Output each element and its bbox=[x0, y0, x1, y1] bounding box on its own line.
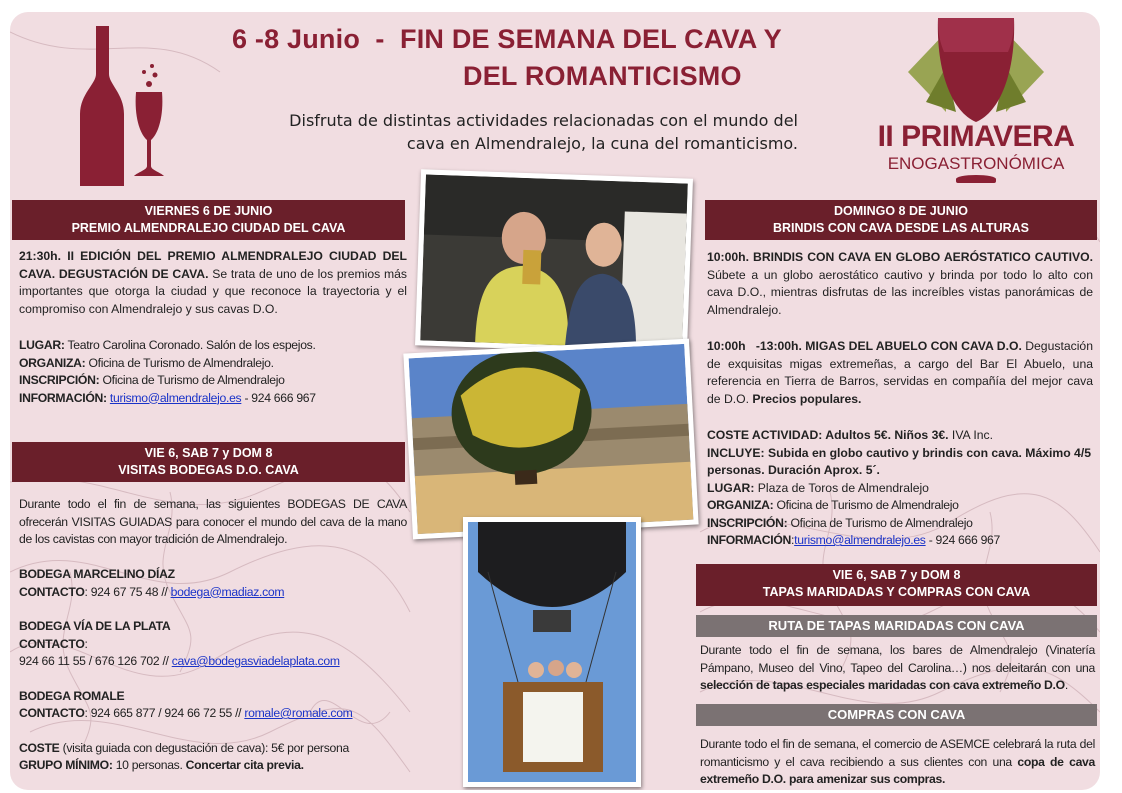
tapas-header-bar: VIE 6, SAB 7 y DOM 8 TAPAS MARIDADAS Y COMPRAS CON CAVA bbox=[696, 564, 1097, 606]
visits-header-bar: VIE 6, SAB 7 y DOM 8 VISITAS BODEGAS D.O. CAVA bbox=[12, 442, 405, 482]
main-title-line2: DEL ROMANTICISMO bbox=[463, 61, 742, 91]
award-photo bbox=[415, 169, 693, 354]
visits-bodegas: BODEGA MARCELINO DÍAZ CONTACTO: 924 67 75 48 // bodega@madiaz.com BODEGA VÍA DE LA PLATA CONTACTO: 924 66 11 55 / 676 126 702 // cava@bodegasviadelaplata.com BODEGA ROMALE CONTACTO: 924 665 877 / 924 66 72 55 // romale@romale.com COSTE (visita guiada con degustación de cava): 5€ por persona GRUPO MÍNIMO: 10 personas. Concertar cita previa. bbox=[19, 567, 353, 772]
bodega2-email-link[interactable]: cava@bodegasviadelaplata.com bbox=[171, 654, 340, 668]
compras-bar: COMPRAS CON CAVA bbox=[696, 704, 1097, 726]
subtitle: Disfruta de distintas actividades relacionadas con el mundo del cava en Almendralejo, la cuna del romanticismo. bbox=[289, 111, 798, 153]
bodega3-email-link[interactable]: romale@romale.com bbox=[244, 706, 353, 720]
bottle-glass-icon bbox=[76, 22, 176, 190]
sunday-activity-migas: 10:00h -13:00h. MIGAS DEL ABUELO CON CAVA D.O. Degustación de exquisitas migas extremeñas, a cargo del Bar El Abuelo, una referencia en Tierra de Barros, servidas en compañía del mejor cava de D.O. Precios populares. bbox=[707, 339, 1093, 406]
flyer bbox=[10, 12, 1100, 790]
logo-title: II PRIMAVERA bbox=[877, 120, 1075, 153]
sunday-details: COSTE ACTIVIDAD: Adultos 5€. Niños 3€. IVA Inc. INCLUYE: Subida en globo cautivo y brindis con cava. Máximo 4/5 personas. Duración Aprox. 5´. LUGAR: Plaza de Toros de Almendralejo ORGANIZA: Oficina de Turismo de Almendralejo INSCRIPCIÓN: Oficina de Turismo de Almendralejo INFORMACIÓN:turismo@almendralejo.es - 924 666 967 bbox=[707, 428, 1091, 547]
friday-email-link[interactable]: turismo@almendralejo.es bbox=[109, 390, 242, 405]
primavera-logo-icon bbox=[896, 12, 1056, 137]
sunday-email-link[interactable]: turismo@almendralejo.es bbox=[794, 533, 926, 547]
main-title-line1: 6 -8 Junio - FIN DE SEMANA DEL CAVA Y bbox=[232, 24, 782, 54]
visits-intro: Durante todo el fin de semana, las siguientes BODEGAS DE CAVA ofrecerán VISITAS GUIADAS para conocer el mundo del cava de la mano de los cavistas con mayor tradición de Almendralejo. bbox=[19, 497, 407, 546]
compras-description: Durante todo el fin de semana, el comercio de ASEMCE celebrará la ruta del romanticismo y el cava recibiendo a sus clientes con una copa de cava extremeño D.O. para amenizar sus compras. bbox=[700, 737, 1095, 786]
ruta-tapas-bar: RUTA DE TAPAS MARIDADAS CON CAVA bbox=[696, 615, 1097, 637]
balloon-basket-photo bbox=[463, 517, 641, 787]
logo-base bbox=[956, 175, 996, 183]
balloon-plaza-photo bbox=[403, 339, 698, 540]
bodega1-email-link[interactable]: bodega@madiaz.com bbox=[170, 584, 285, 599]
sunday-header-bar: DOMINGO 8 DE JUNIO BRINDIS CON CAVA DESDE LAS ALTURAS bbox=[705, 200, 1097, 240]
ruta-tapas-description: Durante todo el fin de semana, los bares de Almendralejo (Vinatería Pámpano, Museo del Vino, Tapeo del Carolina…) nos deleitarán con una selección de tapas especiales maridadas con cava extremeño D.O. bbox=[700, 643, 1095, 692]
sunday-activity-globo: 10:00h. BRINDIS CON CAVA EN GLOBO AERÓSTATICO CAUTIVO. Súbete a un globo aerostático cautivo y brinda por todo lo alto con cava D.O., mientras disfrutas de las increíbles vistas panorámicas de Almendralejo. bbox=[707, 250, 1093, 317]
friday-header-bar: VIERNES 6 DE JUNIO PREMIO ALMENDRALEJO CIUDAD DEL CAVA bbox=[12, 200, 405, 240]
friday-details: LUGAR: Teatro Carolina Coronado. Salón de los espejos. ORGANIZA: Oficina de Turismo de Almendralejo. INSCRIPCIÓN: Oficina de Turismo de Almendralejo INFORMACIÓN: turismo@almendralejo.es - 924 666 967 bbox=[19, 338, 316, 405]
logo-subtitle: ENOGASTRONÓMICA bbox=[887, 154, 1065, 173]
friday-description: 21:30h. II EDICIÓN DEL PREMIO ALMENDRALEJO CIUDAD DEL CAVA. DEGUSTACIÓN DE CAVA. Se trata de uno de los premios más importantes que otorga la ciudad y que reconoce la trayectoria y el compromiso con Almendralejo y sus cavas D.O. bbox=[19, 249, 407, 316]
